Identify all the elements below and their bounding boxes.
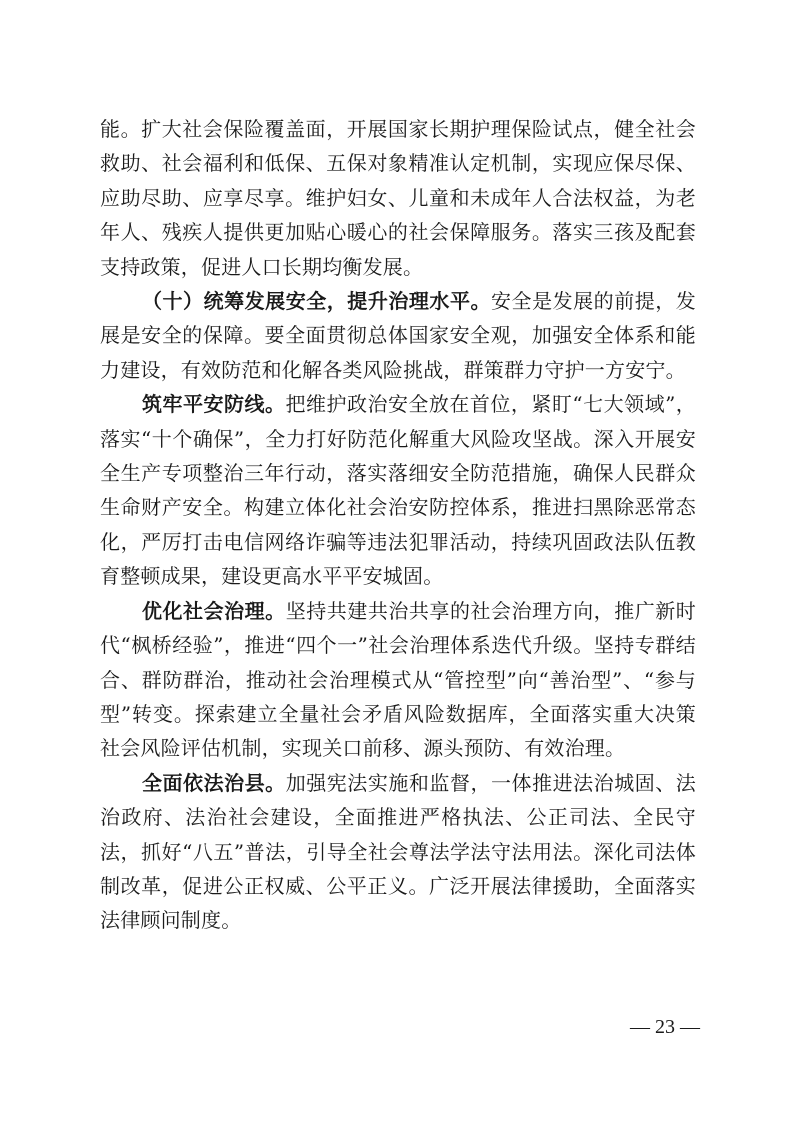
paragraph-safety-defense — [100, 387, 696, 593]
subsection-heading: 筑牢平安防线。 — [142, 392, 286, 417]
document-body — [100, 112, 696, 938]
paragraph-text: 安全是发展的前提，发展是安全的保障。要全面贯彻总体国家安全观，加强安全体系和能力建设，有效防范和化解各类风险挑战，群策群力守护一方安宁。 — [100, 289, 697, 382]
page-number: — 23 — — [630, 1016, 700, 1038]
subsection-heading: 全面依法治县。 — [142, 770, 286, 795]
paragraph-text: 能。扩大社会保险覆盖面，开展国家长期护理保险试点，健全社会救助、社会福利和低保、五保对象精准认定机制，实现应保尽保、应助尽助、应享尽享。维护妇女、儿童和未成年人合法权益，为老年人、残疾人提供更加贴心暖心的社会保障服务。落实三孩及配套支持政策，促进人口长期均衡发展。 — [100, 117, 696, 279]
subsection-heading: 优化社会治理。 — [142, 598, 286, 623]
paragraph-social-security — [100, 112, 696, 284]
paragraph-text: 加强宪法实施和监督，一体推进法治城固、法治政府、法治社会建设，全面推进严格执法、公正司法、全民守法，抓好“八五”普法，引导全社会尊法学法守法用法。深化司法体制改革，促进公正权威、公平正义。广泛开展法律援助，全面落实法律顾问制度。 — [100, 770, 696, 933]
paragraph-social-governance — [100, 594, 696, 766]
paragraph-development-security — [100, 284, 696, 387]
paragraph-rule-of-law — [100, 766, 696, 938]
section-heading: （十）统筹发展安全，提升治理水平。 — [142, 289, 492, 314]
paragraph-text: 把维护政治安全放在首位，紧盯“七大领域”，落实“十个确保”，全力打好防范化解重大风险攻坚战。深入开展安全生产专项整治三年行动，落实落细安全防范措施，确保人民群众生命财产安全。构建立体化社会治安防控体系，推进扫黑除恶常态化，严厉打击电信网络诈骗等违法犯罪活动，持续巩固政法队伍教育整顿成果，建设更高水平平安城固。 — [100, 392, 696, 589]
paragraph-text: 坚持共建共治共享的社会治理方向，推广新时代“枫桥经验”，推进“四个一”社会治理体系迭代升级。坚持专群结合、群防群治，推动社会治理模式从“管控型”向“善治型”、“参与型”转变。探索建立全量社会矛盾风险数据库，全面落实重大决策社会风险评估机制，实现关口前移、源头预防、有效治理。 — [100, 598, 696, 761]
